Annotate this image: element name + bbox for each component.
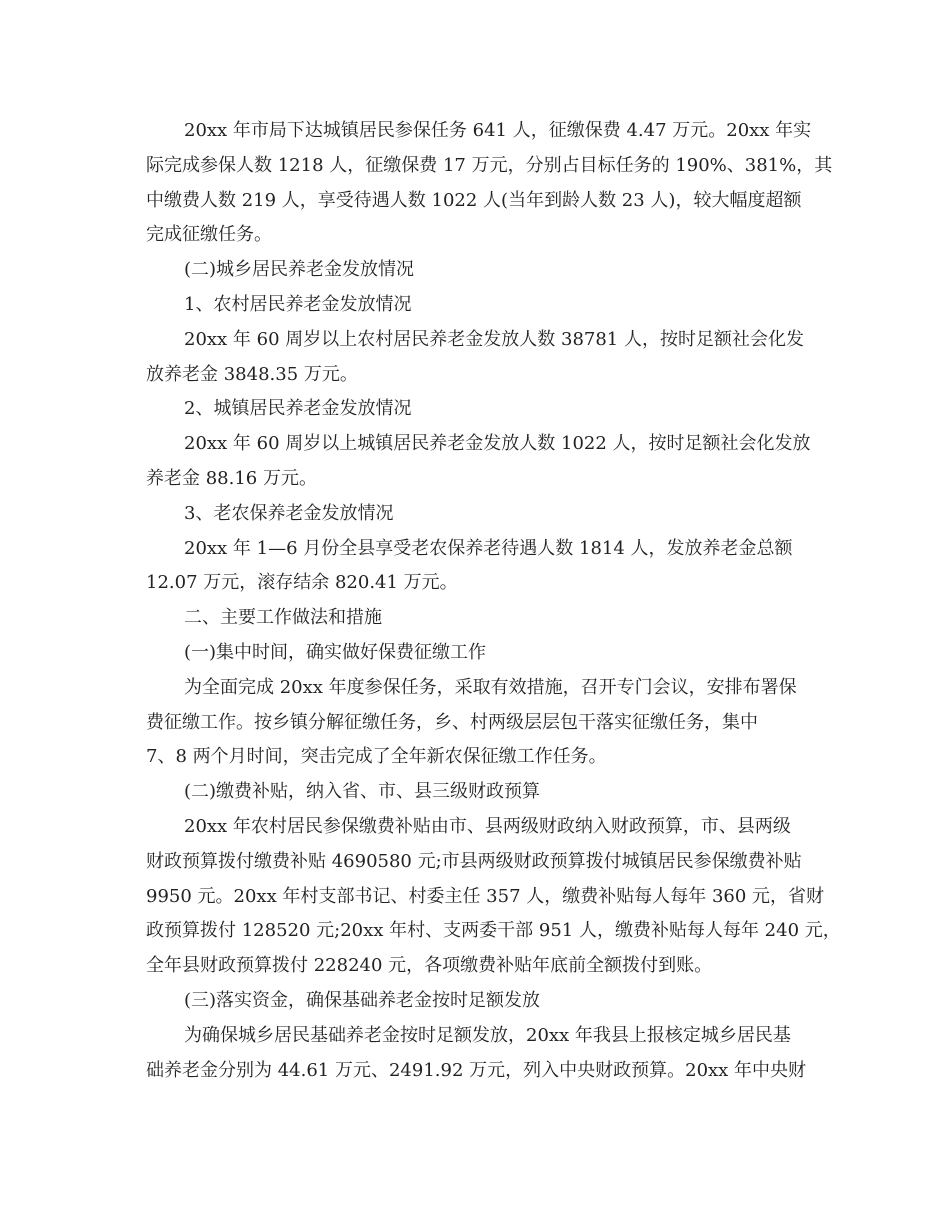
text-line: 3、老农保养老金发放情况: [184, 502, 394, 524]
text-line: 为确保城乡居民基础养老金按时足额发放，20xx 年我县上报核定城乡居民基: [184, 1024, 791, 1046]
text-line: 为全面完成 20xx 年度参保任务，采取有效措施，召开专门会议，安排布署保: [184, 676, 797, 698]
text-line: 财政预算拨付缴费补贴 4690580 元;市县两级财政预算拨付城镇居民参保缴费补贴: [146, 850, 802, 872]
text-line: 20xx 年市局下达城镇居民参保任务 641 人，征缴保费 4.47 万元。20xx 年实: [184, 120, 812, 141]
text-line: 费征缴工作。按乡镇分解征缴任务，乡、村两级层层包干落实征缴任务，集中: [146, 711, 758, 733]
text-line: 20xx 年农村居民参保缴费补贴由市、县两级财政纳入财政预算，市、县两级: [184, 815, 791, 837]
text-line: 1、农村居民养老金发放情况: [184, 293, 412, 315]
text-line: 2、城镇居民养老金发放情况: [184, 398, 412, 420]
text-line: 础养老金分别为 44.61 万元、2491.92 万元，列入中央财政预算。20xx 年中央财: [146, 1059, 807, 1081]
text-line: 9950 元。20xx 年村支部书记、村委主任 357 人，缴费补贴每人每年 360 元，省财: [146, 885, 825, 907]
text-line: 20xx 年 1—6 月份全县享受老农保养老待遇人数 1814 人，发放养老金总额: [184, 537, 793, 559]
text-line: (二)城乡居民养老金发放情况: [184, 259, 415, 281]
text-line: (二)缴费补贴，纳入省、市、县三级财政预算: [184, 781, 541, 803]
text-line: 放养老金 3848.35 万元。: [146, 363, 358, 385]
text-line: (三)落实资金，确保基础养老金按时足额发放: [184, 989, 541, 1011]
text-line: (一)集中时间，确实做好保费征缴工作: [184, 641, 487, 663]
text-line: 完成征缴任务。: [146, 224, 272, 246]
text-line: 12.07 万元，滚存结余 820.41 万元。: [146, 572, 458, 594]
text-line: 养老金 88.16 万元。: [146, 467, 317, 489]
text-line: 际完成参保人数 1218 人，征缴保费 17 万元，分别占目标任务的 190%、381%，其: [146, 154, 833, 176]
text-line: 7、8 两个月时间，突击完成了全年新农保征缴工作任务。: [146, 746, 607, 768]
document-body: [146, 114, 841, 1088]
text-line: 政预算拨付 128520 元;20xx 年村、支两委干部 951 人，缴费补贴每人每年 240 元，: [146, 920, 841, 942]
text-line: 二、主要工作做法和措施: [184, 607, 382, 629]
text-line: 全年县财政预算拨付 228240 元，各项缴费补贴年底前全额拨付到账。: [146, 955, 713, 977]
text-line: 20xx 年 60 周岁以上农村居民养老金发放人数 38781 人，按时足额社会化发: [184, 328, 804, 350]
text-line: 中缴费人数 219 人，享受待遇人数 1022 人(当年到龄人数 23 人)，较大幅度超额: [146, 189, 802, 211]
text-line: 20xx 年 60 周岁以上城镇居民养老金发放人数 1022 人，按时足额社会化发放: [184, 433, 811, 455]
